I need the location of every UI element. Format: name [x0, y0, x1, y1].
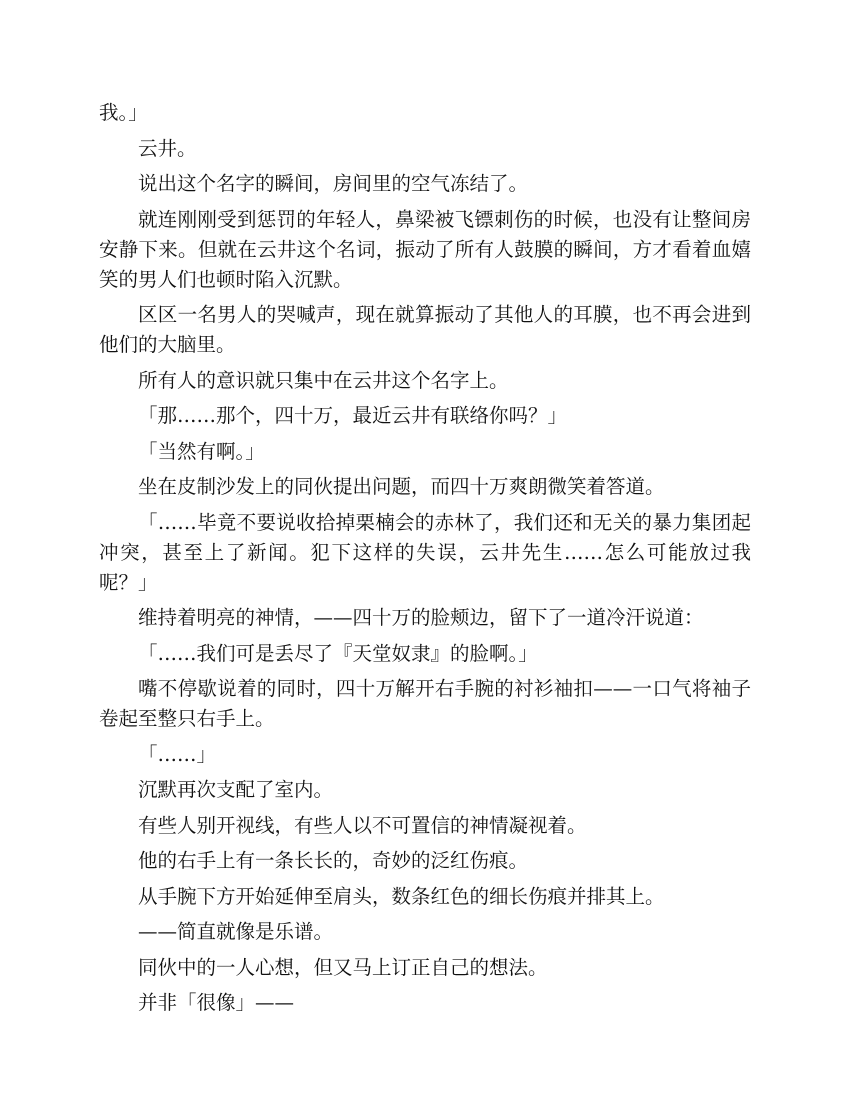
paragraph: 同伙中的一人心想，但又马上订正自己的想法。: [138, 955, 548, 979]
paragraph: ——简直就像是乐谱。: [138, 920, 334, 943]
body-text: [99, 98, 751, 1024]
paragraph: 说出这个名字的瞬间，房间里的空气冻结了。: [138, 172, 529, 195]
paragraph: 有些人别开视线，有些人以不可置信的神情凝视着。: [138, 813, 587, 837]
paragraph: 「那……那个，四十万，最近云井有联络你吗？」: [138, 404, 568, 427]
paragraph: 我。」: [99, 101, 148, 124]
paragraph: 维持着明亮的神情，——四十万的脸颊边，留下了一道冷汗说道：: [138, 606, 704, 629]
paragraph: 嘴不停歇说着的同时，四十万解开右手腕的衬衫袖扣——一口气将袖子卷起至整只右手上。: [99, 677, 751, 730]
paragraph: 他的右手上有一条长长的，奇妙的泛红伤痕。: [138, 849, 529, 872]
paragraph: 坐在皮制沙发上的同伙提出问题，而四十万爽朗微笑着答道。: [138, 475, 665, 498]
paragraph: 所有人的意识就只集中在云井这个名字上。: [138, 368, 509, 392]
paragraph: 就连刚刚受到惩罚的年轻人，鼻梁被飞镖刺伤的时候，也没有让整间房安静下来。但就在云井这个名词，振动了所有人鼓膜的瞬间，方才看着血嬉笑的男人们也顿时陷入沉默。: [99, 207, 751, 291]
paragraph: 「当然有啊。」: [138, 439, 265, 463]
paragraph: 「……我们可是丢尽了『天堂奴隶』的脸啊。」: [138, 641, 538, 665]
paragraph: 「……毕竟不要说收拾掉栗楠会的赤林了，我们还和无关的暴力集团起冲突，甚至上了新闻。犯下这样的失误，云井先生……怎么可能放过我呢？」: [99, 510, 751, 594]
paragraph: 并非「很像」——: [138, 991, 295, 1014]
paragraph: 云井。: [138, 136, 197, 160]
paragraph: 沉默再次支配了室内。: [138, 778, 334, 801]
paragraph: 区区一名男人的哭喊声，现在就算振动了其他人的耳膜，也不再会进到他们的大脑里。: [99, 303, 751, 356]
paragraph: 「……」: [138, 742, 217, 766]
paragraph: 从手腕下方开始延伸至肩头，数条红色的细长伤痕并排其上。: [138, 884, 665, 908]
